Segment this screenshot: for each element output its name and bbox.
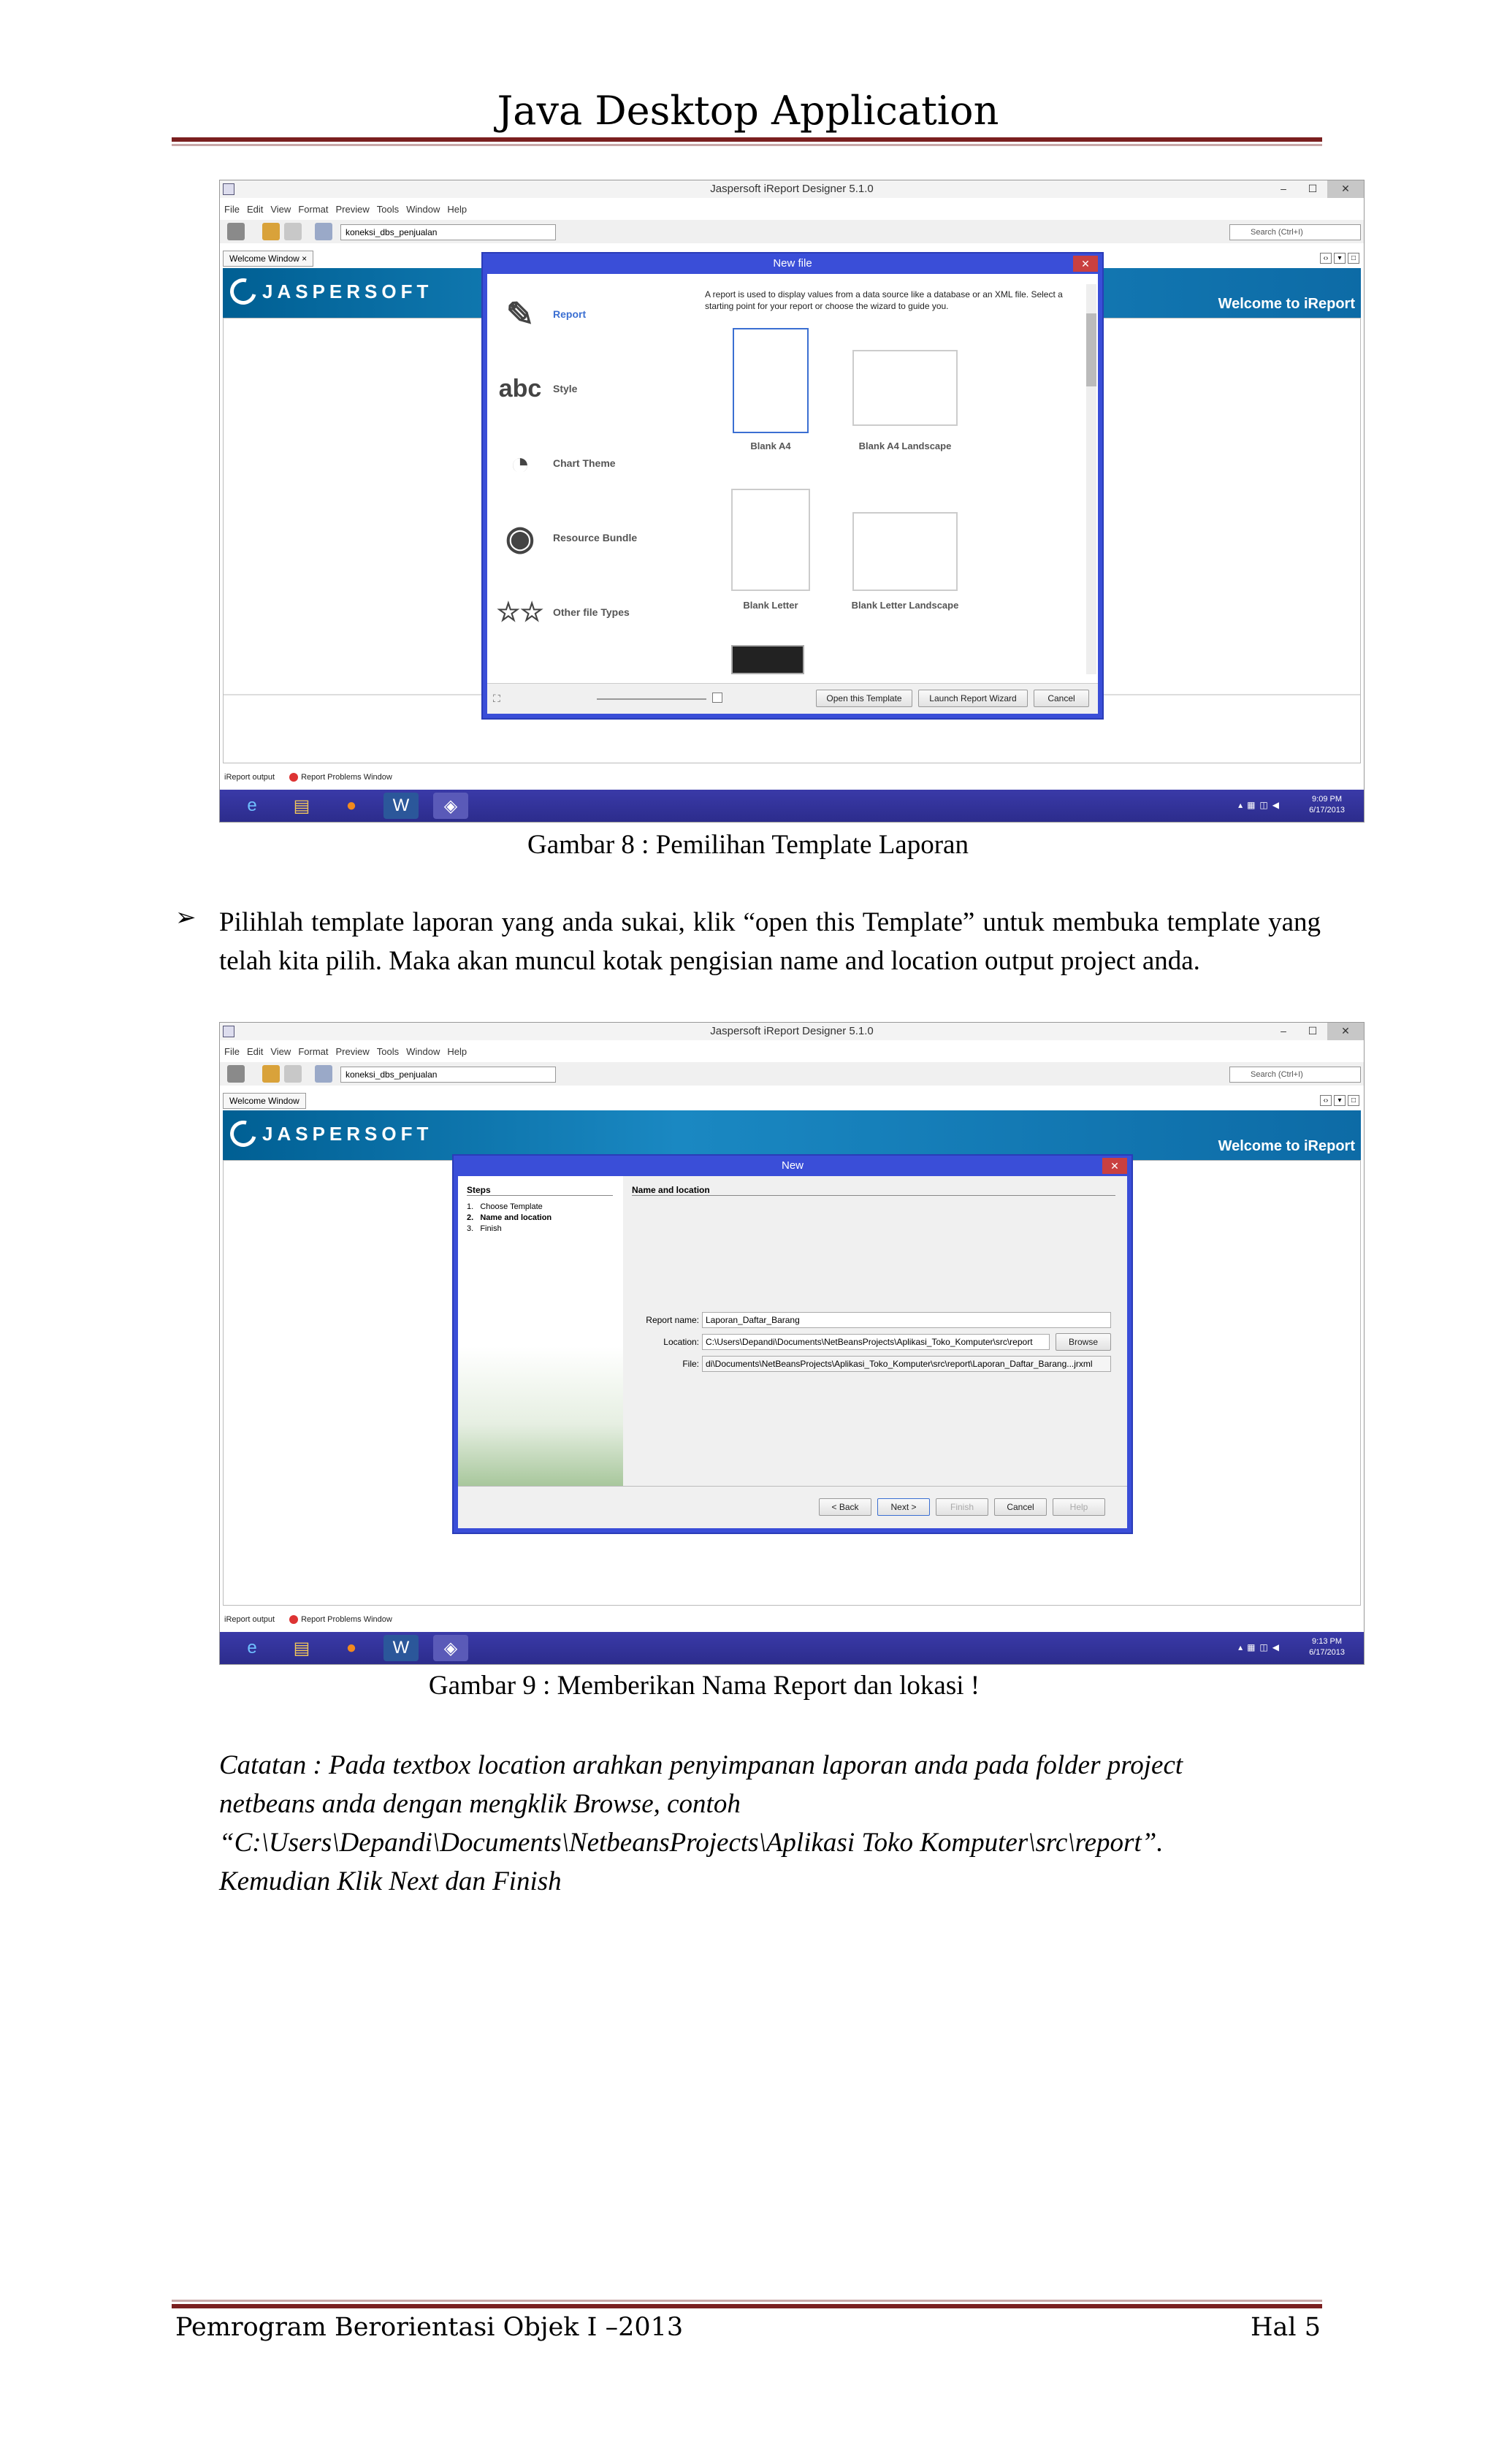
window-titlebar	[220, 180, 1364, 198]
file-label: File:	[682, 1359, 699, 1369]
connection-select[interactable]: koneksi_dbs_penjualan	[340, 1067, 556, 1083]
zoom-thumb[interactable]	[712, 693, 722, 703]
steps-panel	[458, 1176, 623, 1486]
globe-icon: ◉	[505, 519, 535, 557]
category-chart-theme[interactable]: ◔ Chart Theme	[497, 440, 616, 486]
screenshot-ireport-name-location	[219, 1022, 1365, 1665]
ireport-output-tab[interactable]: iReport output	[224, 773, 275, 782]
template-caption: Blank Letter	[743, 600, 798, 611]
category-report[interactable]: ✎ Report	[497, 291, 586, 337]
menu-preview[interactable]: Preview	[335, 204, 370, 215]
tray-icons[interactable]: ▴▦◫◀	[1238, 800, 1283, 810]
screenshot-ireport-new-file	[219, 180, 1365, 823]
page-header-title: Java Desktop Application	[497, 88, 999, 134]
note-line: Kemudian Klik Next dan Finish	[219, 1866, 562, 1896]
tab-row	[220, 1093, 1364, 1109]
step-2: 2. Name and location	[467, 1213, 552, 1222]
category-style[interactable]: abc Style	[497, 366, 577, 411]
warning-icon	[289, 1615, 298, 1624]
windows-taskbar	[220, 1632, 1364, 1664]
style-icon: abc	[498, 374, 542, 403]
welcome-text: Welcome to iReport	[1218, 1138, 1355, 1154]
bottom-panel-tabs	[224, 1611, 392, 1628]
template-scrollbar[interactable]	[1086, 284, 1096, 674]
welcome-text: Welcome to iReport	[1218, 296, 1355, 312]
cancel-button[interactable]: Cancel	[1034, 690, 1089, 707]
datasource-icon[interactable]	[315, 1065, 332, 1083]
menu-window[interactable]: Window	[406, 1046, 440, 1057]
chart-theme-icon: ◔	[510, 444, 530, 482]
figure-caption-1: Gambar 8 : Pemilihan Template Laporan	[527, 830, 969, 860]
toolbar	[220, 220, 1364, 243]
dialog-close-icon[interactable]: ✕	[1102, 1158, 1127, 1174]
maximize-icon[interactable]: ☐	[1308, 1025, 1318, 1037]
warning-icon	[289, 773, 298, 782]
report-problems-tab[interactable]: Report Problems Window	[289, 769, 392, 785]
window-titlebar	[220, 1023, 1364, 1040]
toolbar	[220, 1062, 1364, 1086]
jaspersoft-logo: JASPERSOFT	[230, 278, 432, 305]
tab-label: Welcome Window	[229, 253, 299, 264]
menu-help[interactable]: Help	[447, 1046, 468, 1057]
report-name-label: Report name:	[646, 1315, 699, 1325]
menu-format[interactable]: Format	[298, 204, 329, 215]
note-paragraph	[219, 1746, 1359, 1901]
back-button[interactable]: < Back	[819, 1498, 871, 1516]
explorer-icon[interactable]: ▤	[293, 796, 310, 816]
note-line: Catatan : Pada textbox location arahkan penyimpanan laporan anda pada folder project	[219, 1750, 1183, 1780]
menu-view[interactable]: View	[270, 1046, 291, 1057]
header-rule-thin	[172, 144, 1322, 146]
tab-list-icon[interactable]: ▾	[1334, 253, 1346, 264]
dialog-footer	[487, 683, 1098, 714]
zoom-slider[interactable]	[597, 698, 706, 700]
stars-icon: ☆☆	[496, 597, 544, 627]
steps-heading: Steps	[467, 1185, 613, 1196]
new-file-dialog	[481, 252, 1104, 720]
ireport-icon[interactable]: ◈	[433, 1635, 468, 1661]
tab-list-icon[interactable]: ▾	[1334, 1095, 1346, 1106]
search-input[interactable]: Search (Ctrl+I)	[1229, 224, 1361, 240]
footer-rule-thin	[172, 2300, 1322, 2302]
template-caption: Blank A4	[750, 440, 791, 451]
open-this-template-button[interactable]: Open this Template	[816, 690, 912, 707]
app-icon	[223, 183, 234, 195]
location-input[interactable]: C:\Users\Depandi\Documents\NetBeansProjects\Aplikasi_Toko_Komputer\src\report	[702, 1334, 1050, 1350]
word-icon[interactable]: W	[383, 793, 419, 819]
firefox-icon[interactable]: ●	[346, 1638, 357, 1658]
finish-button[interactable]: Finish	[936, 1498, 988, 1516]
datasource-icon[interactable]	[315, 223, 332, 240]
close-icon[interactable]: ✕	[1327, 180, 1364, 198]
menu-edit[interactable]: Edit	[246, 1046, 264, 1057]
resize-icon[interactable]: ⛶	[493, 693, 500, 704]
window-title: Jaspersoft iReport Designer 5.1.0	[710, 183, 874, 195]
menu-help[interactable]: Help	[447, 204, 468, 215]
ie-icon[interactable]: e	[247, 796, 257, 815]
undo-icon[interactable]	[262, 223, 280, 240]
menu-format[interactable]: Format	[298, 1046, 329, 1057]
tab-label: Welcome Window	[229, 1096, 299, 1106]
menu-bar	[220, 204, 1364, 218]
dialog-title: New	[781, 1159, 804, 1172]
template-description: A report is used to display values from a data source like a database or an XML file. Select a starting point for your report or choose the wizard to guide you.	[705, 289, 1063, 311]
launch-report-wizard-button[interactable]: Launch Report Wizard	[918, 690, 1028, 707]
tab-welcome-window[interactable]	[223, 1093, 306, 1109]
menu-view[interactable]: View	[270, 204, 291, 215]
template-blank-letter-landscape[interactable]	[852, 512, 958, 591]
close-icon[interactable]: ✕	[1327, 1023, 1364, 1040]
note-line: “C:\Users\Depandi\Documents\NetbeansProjects\Aplikasi Toko Komputer\src\report”.	[219, 1828, 1164, 1858]
tab-restore-icon[interactable]: □	[1348, 1095, 1359, 1106]
menu-tools[interactable]: Tools	[376, 204, 400, 215]
menu-bar	[220, 1046, 1364, 1061]
footer-left: Pemrogram Berorientasi Objek I –2013	[175, 2313, 684, 2342]
maximize-icon[interactable]: ☐	[1308, 183, 1318, 194]
step-3: 3. Finish	[467, 1224, 502, 1233]
bottom-panel-tabs	[224, 769, 392, 785]
report-icon: ✎	[505, 295, 535, 333]
panel-heading: Name and location	[632, 1185, 1115, 1196]
template-caption: Blank A4 Landscape	[858, 440, 952, 451]
file-input: di\Documents\NetBeansProjects\Aplikasi_Toko_Komputer\src\report\Laporan_Daftar_Barang...jrxml	[702, 1356, 1111, 1372]
new-report-dialog	[452, 1154, 1133, 1534]
header-rule	[172, 137, 1322, 142]
template-dark-preview[interactable]	[731, 645, 804, 674]
jaspersoft-banner	[223, 1110, 1361, 1160]
tray-icons[interactable]: ▴▦◫◀	[1238, 1642, 1283, 1652]
template-blank-a4-landscape[interactable]	[852, 350, 958, 426]
menu-preview[interactable]: Preview	[335, 1046, 370, 1057]
tab-restore-icon[interactable]: □	[1348, 253, 1359, 264]
note-line: netbeans anda dengan mengklik Browse, contoh	[219, 1789, 741, 1819]
app-icon	[223, 1026, 234, 1037]
step-1: 1. Choose Template	[467, 1202, 543, 1211]
help-button[interactable]: Help	[1053, 1498, 1105, 1516]
dialog-close-icon[interactable]: ✕	[1073, 256, 1098, 272]
report-name-input[interactable]: Laporan_Daftar_Barang	[702, 1312, 1111, 1328]
undo-icon[interactable]	[262, 1065, 280, 1083]
menu-window[interactable]: Window	[406, 204, 440, 215]
tab-prev-icon[interactable]: ‹›	[1320, 253, 1332, 264]
word-icon[interactable]: W	[383, 1635, 419, 1661]
bullet-paragraph: Pilihlah template laporan yang anda sukai, klik “open this Template” untuk membuka template yang telah kita pilih. Maka akan muncul kotak pengisian name and location output project anda.	[219, 907, 1321, 976]
minimize-icon[interactable]: –	[1281, 183, 1286, 194]
search-input[interactable]: Search (Ctrl+I)	[1229, 1067, 1361, 1083]
footer-page-number: Hal 5	[1251, 2313, 1321, 2342]
location-label: Location:	[663, 1337, 699, 1347]
figure-caption-2: Gambar 9 : Memberikan Nama Report dan lokasi !	[428, 1671, 980, 1701]
ireport-output-tab[interactable]: iReport output	[224, 1615, 275, 1624]
menu-file[interactable]: File	[224, 204, 240, 215]
category-resource-bundle[interactable]: ◉ Resource Bundle	[497, 515, 637, 560]
template-blank-letter[interactable]	[731, 489, 810, 591]
dialog-title: New file	[773, 257, 812, 270]
tab-prev-icon[interactable]: ‹›	[1320, 1095, 1332, 1106]
open-icon[interactable]	[227, 223, 245, 240]
minimize-icon[interactable]: –	[1281, 1025, 1286, 1037]
category-other-file-types[interactable]: ☆☆ Other file Types	[497, 590, 630, 635]
menu-edit[interactable]: Edit	[246, 204, 264, 215]
bullet-marker: ➢	[175, 903, 196, 932]
dialog-footer	[458, 1486, 1127, 1528]
connection-select[interactable]: koneksi_dbs_penjualan	[340, 224, 556, 240]
open-icon[interactable]	[227, 1065, 245, 1083]
system-clock: 9:13 PM 6/17/2013	[1309, 1637, 1345, 1657]
template-caption: Blank Letter Landscape	[851, 600, 959, 611]
cancel-button[interactable]: Cancel	[994, 1498, 1047, 1516]
windows-taskbar	[220, 790, 1364, 822]
footer-rule	[172, 2304, 1322, 2308]
report-problems-tab[interactable]: Report Problems Window	[289, 1611, 392, 1628]
ireport-icon[interactable]: ◈	[433, 793, 468, 819]
system-clock: 9:09 PM 6/17/2013	[1309, 795, 1345, 815]
explorer-icon[interactable]: ▤	[293, 1638, 310, 1658]
jaspersoft-logo: JASPERSOFT	[230, 1121, 432, 1147]
firefox-icon[interactable]: ●	[346, 796, 357, 815]
browse-button[interactable]: Browse	[1056, 1333, 1111, 1351]
redo-icon[interactable]	[284, 223, 302, 240]
next-button[interactable]: Next >	[877, 1498, 930, 1516]
menu-tools[interactable]: Tools	[376, 1046, 400, 1057]
redo-icon[interactable]	[284, 1065, 302, 1083]
menu-file[interactable]: File	[224, 1046, 240, 1057]
tab-welcome-window[interactable]: Welcome Window ×	[223, 251, 313, 267]
window-title: Jaspersoft iReport Designer 5.1.0	[710, 1025, 874, 1037]
template-blank-a4[interactable]	[733, 328, 809, 433]
ie-icon[interactable]: e	[247, 1638, 257, 1658]
